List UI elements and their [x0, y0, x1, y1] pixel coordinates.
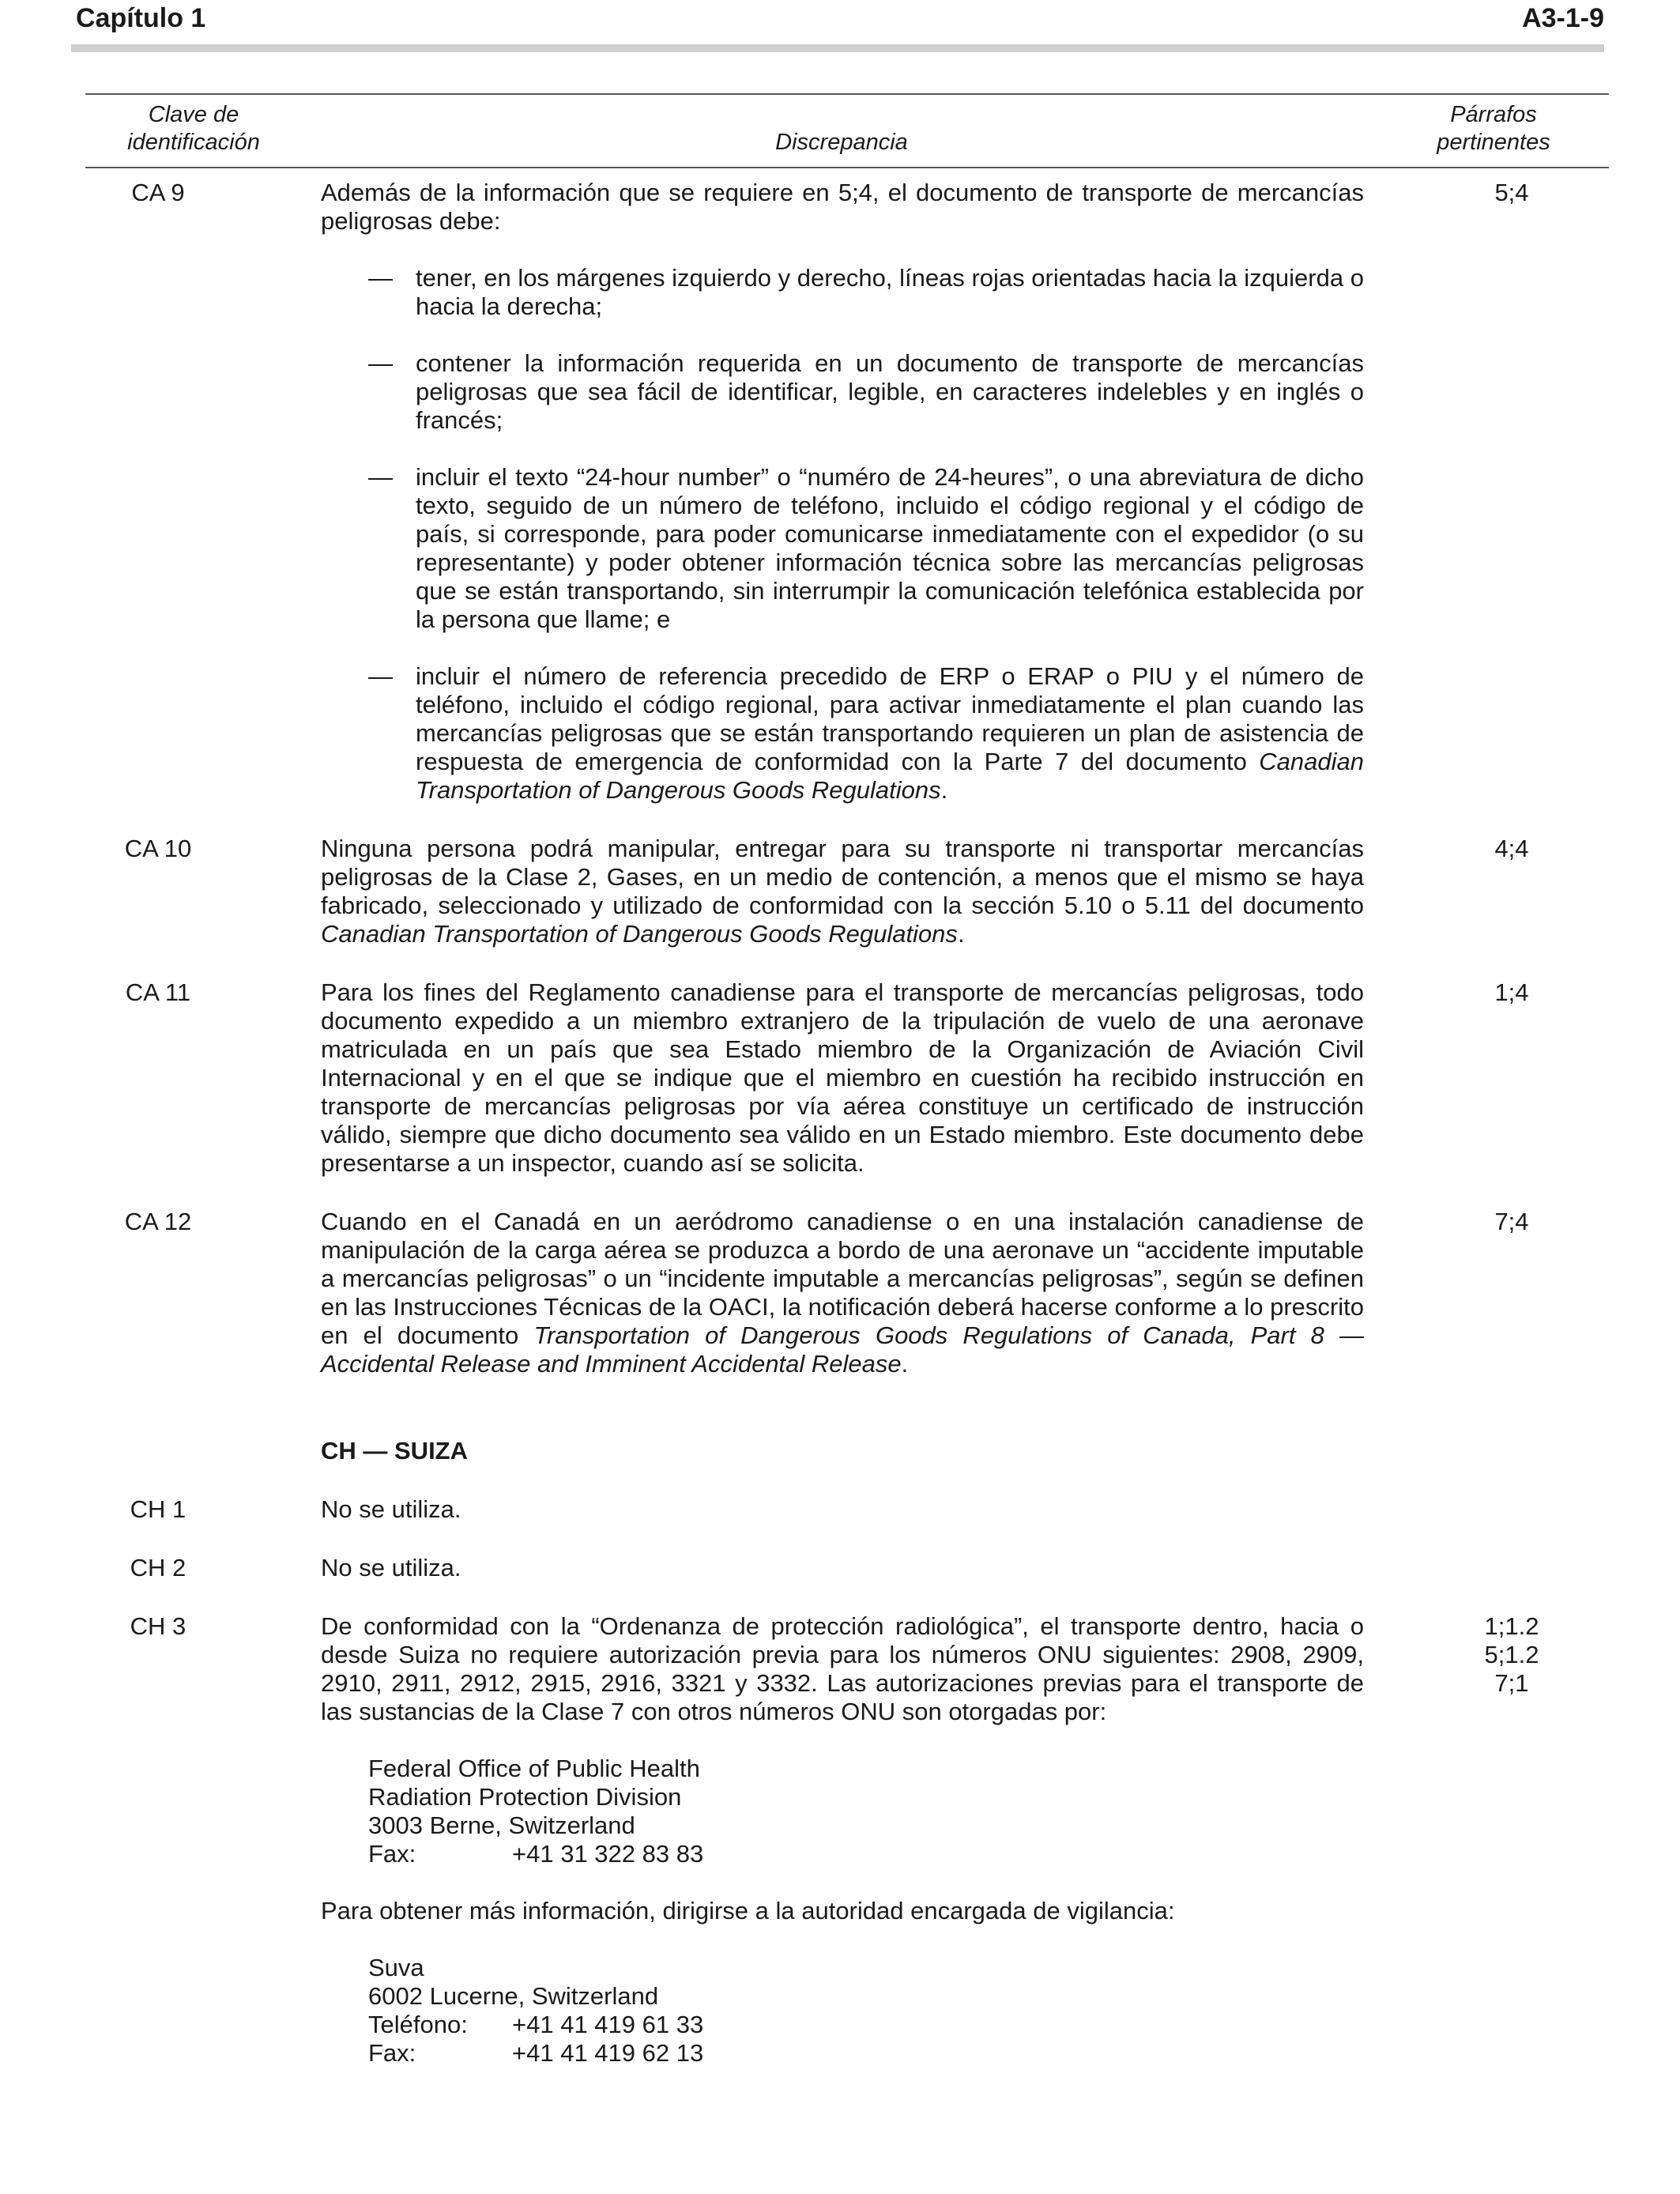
row-key: CA 10 [124, 835, 192, 862]
address-line: 3003 Berne, Switzerland [368, 1811, 635, 1839]
row-discrepancy [321, 1612, 1364, 2068]
row-text: Ninguna persona podrá manipular, entregar para su transporte ni transportar mercancías peligrosas de la Clase 2, Gases, en un medio de contención, a menos que el mismo se haya fabricado, seleccionado y utilizado de conformidad con la sección 5.10 o 5.11 del documento [321, 835, 1364, 919]
row-discrepancy: No se utiliza. [321, 1495, 461, 1523]
list-item-text: incluir el texto “24-hour number” o “numéro de 24-heures”, o una abreviatura de dicho texto, seguido de un número de teléfono, incluido el código regional y el código de país, si corresponde, para poder comunicarse inmediatamente con el expedidor (o su representante) y poder obtener información técnica sobre las mercancías peligrosas que se están transportando, sin interrumpir la comunicación telefónica establecida por la persona que llame; e [416, 463, 1364, 633]
row-key: CA 9 [131, 179, 185, 206]
row-paragraphs: 1;4 [1494, 978, 1529, 1006]
row-discrepancy [321, 179, 1364, 805]
page-number: A3-1-9 [1522, 3, 1604, 33]
paragraph-ref: 1;1.2 [1484, 1612, 1539, 1640]
column-header-paragraphs-line2: pertinentes [1437, 130, 1550, 155]
list-item [368, 349, 1364, 435]
row-intro: Además de la información que se requiere en 5;4, el documento de transporte de mercancías peligrosas debe: [321, 179, 1364, 235]
header-rule [71, 44, 1604, 52]
row-paragraphs: 4;4 [1494, 835, 1529, 862]
list-item-text [416, 662, 1364, 805]
column-header-paragraphs [1407, 101, 1580, 156]
table-row [0, 179, 1680, 805]
document-title: Canadian Transportation of Dangerous Goods Regulations [416, 748, 1364, 804]
list-item-text-main: incluir el número de referencia precedido de ERP o ERAP o PIU y el número de teléfono, incluido el código regional, para activar inmediatamente el plan cuando las mercancías peligrosas que se están transportando requieren un plan de asistencia de respuesta de emergencia de conformidad con la Parte 7 del documento [416, 662, 1364, 775]
row-discrepancy [321, 1208, 1364, 1378]
phone-label: Teléfono: [368, 2011, 468, 2038]
more-info-text: Para obtener más información, dirigirse a la autoridad encargada de vigilancia: [321, 1897, 1175, 1924]
address-line: Suva [368, 1954, 424, 1981]
table-row [0, 1208, 1680, 1378]
address-line: Federal Office of Public Health [368, 1755, 700, 1782]
fax-line [368, 1840, 1364, 1868]
list-item [368, 264, 1364, 321]
dash-bullet: — [368, 349, 393, 377]
row-discrepancy [321, 835, 1364, 948]
paragraph-ref: 5;1.2 [1484, 1641, 1539, 1668]
table-row [0, 978, 1680, 1178]
document-title: Canadian Transportation of Dangerous Goods Regulations [321, 920, 958, 948]
list-item-text: contener la información requerida en un documento de transporte de mercancías peligrosas que sea fácil de identificar, legible, en caracteres indelebles y en inglés o francés; [416, 349, 1364, 434]
column-header-key-line1: Clave de [148, 102, 239, 127]
fax-number: +41 41 419 62 13 [512, 2039, 704, 2067]
column-header-discrepancy: Discrepancia [775, 130, 908, 155]
address-block [368, 1755, 1364, 1868]
row-discrepancy: No se utiliza. [321, 1554, 461, 1581]
row-paragraphs: 5;4 [1494, 179, 1529, 206]
row-key: CH 1 [130, 1495, 186, 1523]
section-title: CH — SUIZA [321, 1437, 468, 1465]
fax-label: Fax: [368, 2039, 416, 2067]
document-title: Transportation of Dangerous Goods Regulations of Canada, Part 8 — Accidental Release and Imminent Accidental Release [321, 1321, 1365, 1378]
table-header-rule [85, 167, 1609, 168]
dash-bullet: — [368, 463, 393, 491]
row-text: De conformidad con la “Ordenanza de protección radiológica”, el transporte dentro, hacia o desde Suiza no requiere autorización previa para los números ONU siguientes: 2908, 2909, 2910, 2911, 2912, 2915, 2916, 3321 y 3332. Las autorizaciones previas para el transporte de las sustancias de la Clase 7 con otros números ONU son otorgadas por: [321, 1612, 1364, 1725]
row-key: CH 2 [130, 1554, 186, 1581]
column-header-key-line2: identificación [127, 130, 260, 155]
list-item [368, 463, 1364, 634]
phone-number: +41 41 419 61 33 [512, 2011, 704, 2038]
column-header-paragraphs-line1: Párrafos [1450, 102, 1537, 127]
row-key: CH 3 [130, 1612, 186, 1640]
text-end: . [957, 920, 965, 948]
address-line: 6002 Lucerne, Switzerland [368, 1982, 659, 2010]
list-item [368, 662, 1364, 805]
fax-number: +41 31 322 83 83 [512, 1840, 704, 1868]
dash-bullet: — [368, 662, 393, 690]
fax-label: Fax: [368, 1840, 416, 1868]
row-paragraphs: 7;4 [1494, 1208, 1529, 1235]
table-row [0, 1612, 1680, 2068]
row-key: CA 11 [125, 978, 191, 1006]
address-line: Radiation Protection Division [368, 1783, 682, 1811]
section-row [0, 1437, 1680, 1465]
row-text: Cuando en el Canadá en un aeródromo canadiense o en una instalación canadiense de manipulación de la carga aérea se produzca a bordo de una aeronave un “accidente imputable a mercancías peligrosas” o un “incidente imputable a mercancías peligrosas”, según se definen en las Instrucciones Técnicas de la OACI, la notificación deberá hacerse conforme a lo prescrito en el documento [321, 1208, 1364, 1349]
row-key: CA 12 [124, 1208, 192, 1235]
table-row [0, 1495, 1680, 1524]
fax-line [368, 2039, 1364, 2068]
table-row [0, 1554, 1680, 1582]
row-paragraphs [1405, 1612, 1618, 2068]
list-item-text: tener, en los márgenes izquierdo y derecho, líneas rojas orientadas hacia la izquierda o hacia la derecha; [416, 264, 1364, 320]
table-top-rule [85, 93, 1609, 95]
dash-bullet: — [368, 264, 393, 292]
table-row [0, 835, 1680, 948]
table-body [0, 179, 1680, 2098]
text-end: . [901, 1350, 909, 1378]
text-end: . [940, 776, 948, 804]
phone-line [368, 2011, 1364, 2039]
running-header [76, 3, 1604, 40]
row-discrepancy: Para los fines del Reglamento canadiense para el transporte de mercancías peligrosas, todo documento expedido a un miembro extranjero de la tripulación de vuelo de una aeronave matriculada en un país que sea Estado miembro de la Organización de Aviación Civil Internacional y en el que se indique que el miembro en cuestión ha recibido instrucción en transporte de mercancías peligrosas por vía aérea constituye un certificado de instrucción válido, siempre que dicho documento sea válido en un Estado miembro. Este documento debe presentarse a un inspector, cuando así se solicita. [321, 978, 1364, 1177]
chapter-label: Capítulo 1 [76, 3, 206, 33]
address-block [368, 1954, 1364, 2068]
column-header-key [95, 101, 292, 156]
paragraph-ref: 7;1 [1494, 1669, 1529, 1697]
